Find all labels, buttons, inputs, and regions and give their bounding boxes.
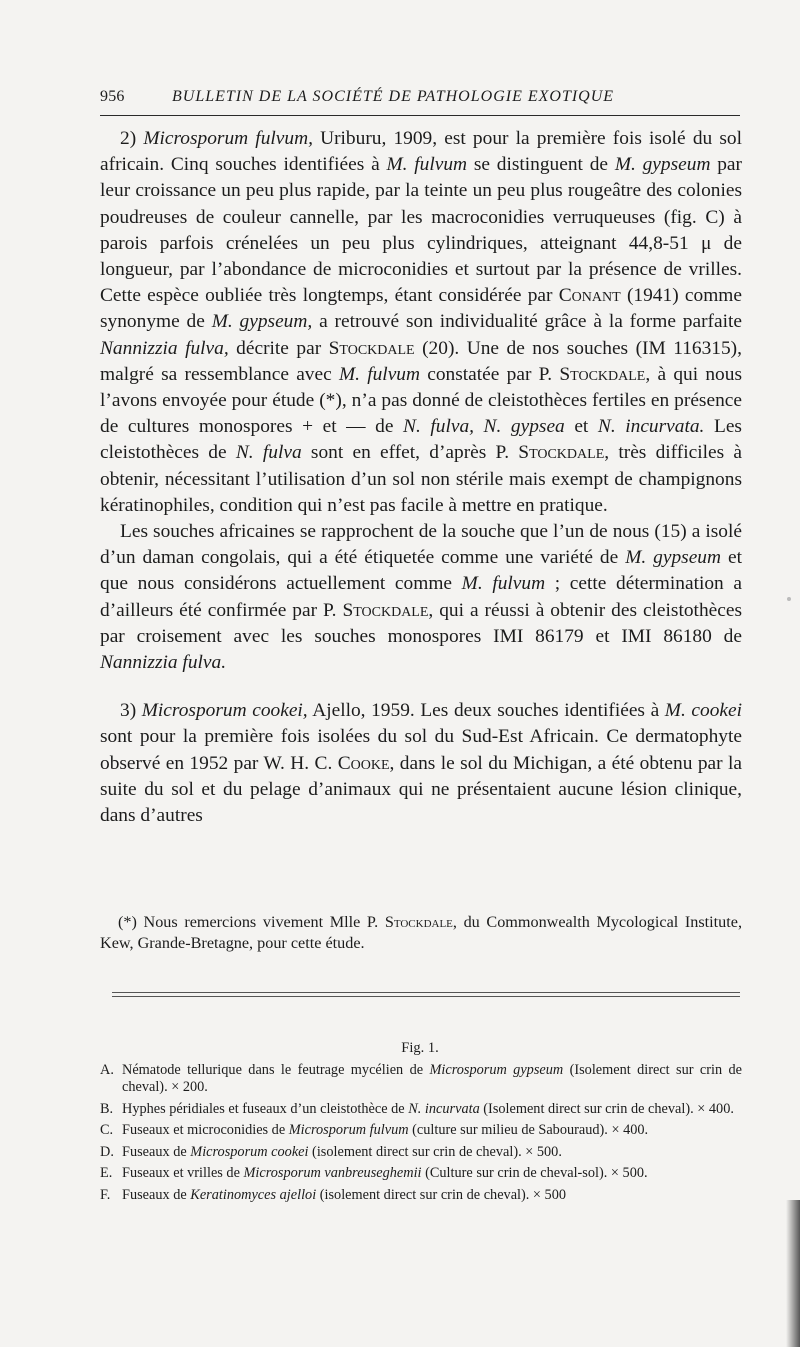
species-name: M. fulvum <box>461 573 546 595</box>
text-run: Les cleistothèces de <box>100 416 742 464</box>
legend-key: B. <box>100 1100 114 1117</box>
species-name: M. gypseum, <box>211 311 313 333</box>
text-run: décrite par <box>228 337 329 359</box>
text-run: a retrouvé son individualité grâce à la forme parfaite <box>312 311 742 333</box>
text-run: Hyphes péridiales et fuseaux d’un cleistothèce de <box>122 1100 409 1117</box>
legend-key: D. <box>100 1143 114 1160</box>
legend-key: F. <box>100 1186 111 1203</box>
text-run: (Isolement direct sur crin de cheval). × 200. <box>122 1062 743 1095</box>
species-name: Microsporum cookei, <box>141 700 308 722</box>
body-text <box>100 126 742 829</box>
footnote <box>100 912 742 954</box>
text-run: Fuseaux de <box>122 1186 191 1203</box>
text-run: se distinguent de <box>467 154 615 176</box>
text-run: dans le sol du Michigan, a été obtenu par la suite du sol et du pelage d’animaux qui ne présentaient aucune lésion clinique, dans d’autres <box>100 752 743 827</box>
species-name: N. incurvata. <box>597 416 705 438</box>
species-name: Microsporum fulvum, <box>143 128 313 149</box>
species-name: N. incurvata <box>408 1100 480 1117</box>
species-name: Nannizzia fulva, <box>100 337 229 359</box>
figure-legend <box>100 1062 742 1208</box>
text-run: Nématode tellurique dans le feutrage mycélien de <box>122 1062 430 1078</box>
text-run: (20). Une de nos souches (IM 116315), malgré sa ressemblance avec <box>100 337 742 385</box>
figure-separator-line <box>112 992 740 993</box>
text-run: et <box>564 416 598 438</box>
legend-key: A. <box>100 1062 114 1078</box>
scan-speck <box>787 597 791 601</box>
legend-item-d <box>100 1144 742 1161</box>
paragraph-african-strains <box>100 519 742 676</box>
journal-title: BULLETIN DE LA SOCIÉTÉ DE PATHOLOGIE EXOTIQUE <box>172 88 615 105</box>
legend-key: C. <box>100 1122 114 1138</box>
text-run: sont en effet, d’après P. <box>301 442 519 464</box>
footnote-text <box>100 912 742 954</box>
text-run: très difficiles à obtenir, nécessitant l’utilisation d’un sol non stérile mais exempt de champignons kératinophiles, condition qui n’est pas facile à mettre en pratique. <box>100 442 742 516</box>
author-name: Stockdale <box>328 337 415 359</box>
text-run: Les souches africaines se rapprochent de la souche que l’un de nous (15) a isolé d’un daman congolais, qui a été étiquetée comme une variété de <box>100 521 742 569</box>
paragraph-microsporum-cookei <box>100 698 742 829</box>
text-run: Fuseaux de <box>122 1143 191 1160</box>
text-run: Uriburu, 1909, est pour la première fois isolé du sol africain. Cinq souches identifiées à <box>100 128 742 176</box>
item-number: 3) <box>120 700 137 722</box>
species-name: N. fulva <box>235 442 302 464</box>
author-name: Stockdale, <box>384 913 457 931</box>
text-run: constatée par P. <box>420 363 560 385</box>
paragraph-microsporum-fulvum <box>100 126 742 519</box>
text-run: sont pour la première fois isolées du sol du Sud-Est Africain. Ce dermatophyte observé en 1952 par W. H. C. <box>100 726 742 774</box>
species-name: Microsporum cookei <box>190 1143 309 1160</box>
species-name: M. gypseum <box>625 547 722 569</box>
text-run: et que nous considérons actuellement comme <box>100 547 742 595</box>
author-name: Cooke, <box>337 752 395 774</box>
text-run: par leur croissance un peu plus rapide, par la teinte un peu plus rougeâtre des colonies poudreuses de couleur cannelle, par les macroconidies verruqueuses (fig. C) à parois parfois crénelées un peu plus cylindriques, atteignant 44,8-51 μ de longueur, par l’abondance de microconidies et surtout par la présence de vrilles. Cette espèce oubliée très longtemps, étant considérée par <box>100 154 742 307</box>
species-name: M. gypseum <box>614 154 711 176</box>
author-name: Stockdale, <box>518 442 610 464</box>
text-run: Ajello, 1959. Les deux souches identifiées à <box>307 700 665 722</box>
text-run: (culture sur milieu de Sabouraud). × 400. <box>408 1122 649 1138</box>
item-number: 2) <box>120 128 137 149</box>
species-name: Keratinomyces ajelloi <box>190 1186 317 1203</box>
text-run: ; cette détermination a d’ailleurs été confirmée par P. <box>100 573 743 621</box>
text-run: (*) Nous remercions vivement Mlle P. <box>118 913 385 931</box>
page-number: 956 <box>100 88 125 105</box>
text-run: (Isolement direct sur crin de cheval). × 400. <box>479 1100 734 1117</box>
species-name: M. fulvum <box>338 363 420 385</box>
text-run: Fuseaux et vrilles de <box>122 1165 244 1181</box>
author-name: Stockdale, <box>342 599 434 621</box>
text-run: du Commonwealth Mycological Institute, Kew, Grande-Bretagne, pour cette étude. <box>100 913 742 952</box>
text-run: à qui nous l’avons envoyée pour étude (*), n’a pas donné de cleistothèces fertiles en présence de cultures monospores + et — de <box>100 363 742 438</box>
figure-label: Fig. 1. <box>401 1040 439 1056</box>
scan-edge-shadow <box>786 1200 800 1347</box>
legend-item-b <box>100 1101 742 1118</box>
text-run: (isolement direct sur crin de cheval). × 500. <box>308 1143 562 1160</box>
species-name: M. cookei <box>664 700 742 722</box>
author-name: Conant <box>558 285 621 307</box>
figure-separator-line <box>112 996 740 997</box>
species-name: Microsporum vanbreuseghemii <box>243 1165 422 1181</box>
species-name: Nannizzia fulva. <box>100 652 227 674</box>
text-run: qui a réussi à obtenir des cleistothèces par croisement avec les souches monospores IMI 86179 et IMI 86180 de <box>100 599 743 647</box>
legend-item-e <box>100 1165 742 1182</box>
header-rule <box>100 115 740 116</box>
text-run: (1941) comme synonyme de <box>100 285 742 333</box>
species-name: Microsporum fulvum <box>288 1122 409 1138</box>
text-run: (Culture sur crin de cheval-sol). × 500. <box>421 1165 648 1181</box>
legend-key: E. <box>100 1165 113 1181</box>
paragraph-gap <box>100 676 742 698</box>
legend-item-c <box>100 1122 742 1139</box>
legend-item-a <box>100 1062 742 1096</box>
text-run: Fuseaux et microconidies de <box>122 1122 289 1138</box>
species-name: M. fulvum <box>386 154 468 176</box>
species-name: N. fulva, N. gypsea <box>403 416 565 438</box>
text-run: (isolement direct sur crin de cheval). × 500 <box>316 1186 567 1203</box>
author-name: Stockdale, <box>559 363 651 385</box>
legend-item-f <box>100 1187 742 1204</box>
species-name: Microsporum gypseum <box>429 1062 564 1078</box>
